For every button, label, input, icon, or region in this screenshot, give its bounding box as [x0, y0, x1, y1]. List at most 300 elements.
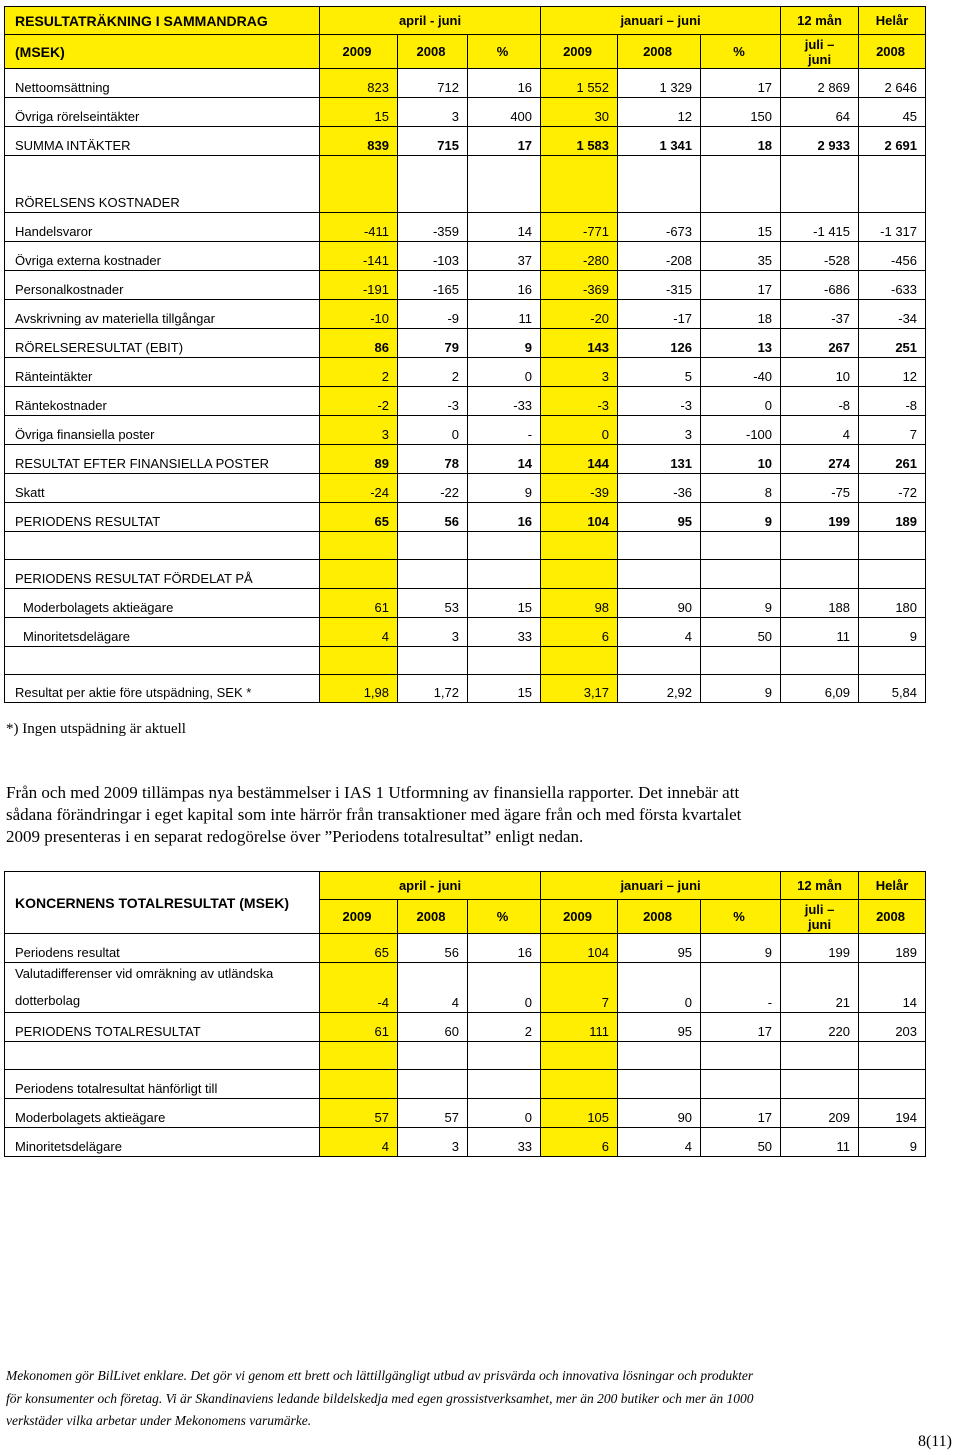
value-cell: 4	[320, 618, 398, 647]
row-label: Avskrivning av materiella tillgångar	[5, 300, 320, 329]
total-comprehensive-income-table	[4, 871, 926, 1157]
value-cell: 98	[541, 589, 618, 618]
value-cell	[618, 532, 701, 560]
value-cell: 65	[320, 934, 398, 963]
table-row	[5, 618, 926, 647]
row-label: Övriga externa kostnader	[5, 242, 320, 271]
value-cell: 1,72	[398, 675, 468, 703]
value-cell: 400	[468, 98, 541, 127]
value-cell: -411	[320, 213, 398, 242]
col-header: 2009	[320, 900, 398, 934]
value-cell: 5,84	[859, 675, 926, 703]
value-cell: -686	[781, 271, 859, 300]
value-cell: 189	[859, 503, 926, 532]
value-cell: -280	[541, 242, 618, 271]
row-label: RESULTAT EFTER FINANSIELLA POSTER	[5, 445, 320, 474]
value-cell: 209	[781, 1099, 859, 1128]
value-cell: -771	[541, 213, 618, 242]
value-cell: -1 317	[859, 213, 926, 242]
value-cell: 12	[859, 358, 926, 387]
footer-line: verkstäder vilka arbetar under Mekonomens varumärke.	[6, 1413, 312, 1428]
value-cell: 15	[701, 213, 781, 242]
table-row	[5, 416, 926, 445]
value-cell: 16	[468, 934, 541, 963]
row-label: Resultat per aktie före utspädning, SEK *	[5, 675, 320, 703]
value-cell: 9	[701, 503, 781, 532]
table-row	[5, 963, 926, 1013]
value-cell: 2	[320, 358, 398, 387]
value-cell: -528	[781, 242, 859, 271]
table-row	[5, 647, 926, 675]
row-label: SUMMA INTÄKTER	[5, 127, 320, 156]
table-row	[5, 675, 926, 703]
value-cell	[859, 560, 926, 589]
value-cell: 17	[701, 1013, 781, 1042]
value-cell: 3	[398, 618, 468, 647]
value-cell: -22	[398, 474, 468, 503]
value-cell	[701, 156, 781, 213]
value-cell: -17	[618, 300, 701, 329]
col-header: juli – juni	[781, 35, 859, 69]
table-row	[5, 98, 926, 127]
value-cell	[859, 1070, 926, 1099]
value-cell	[320, 1042, 398, 1070]
value-cell	[701, 532, 781, 560]
table-row	[5, 69, 926, 98]
value-cell	[468, 1070, 541, 1099]
value-cell: 79	[398, 329, 468, 358]
value-cell: 15	[320, 98, 398, 127]
value-cell	[701, 1042, 781, 1070]
table-row	[5, 242, 926, 271]
value-cell: 0	[618, 963, 701, 1013]
value-cell	[320, 156, 398, 213]
value-cell: 2	[468, 1013, 541, 1042]
value-cell: 16	[468, 271, 541, 300]
ias1-paragraph	[6, 782, 926, 848]
row-label: PERIODENS RESULTAT	[5, 503, 320, 532]
value-cell: 53	[398, 589, 468, 618]
value-cell: 16	[468, 69, 541, 98]
value-cell	[398, 532, 468, 560]
value-cell	[541, 156, 618, 213]
value-cell: 3	[618, 416, 701, 445]
value-cell: -369	[541, 271, 618, 300]
value-cell: 8	[701, 474, 781, 503]
period-header-full-year: Helår	[859, 7, 926, 35]
table-row	[5, 358, 926, 387]
value-cell: -72	[859, 474, 926, 503]
value-cell: 9	[859, 618, 926, 647]
value-cell: -208	[618, 242, 701, 271]
table-unit: (MSEK)	[5, 35, 320, 69]
value-cell: -3	[398, 387, 468, 416]
value-cell	[468, 1042, 541, 1070]
value-cell	[781, 1070, 859, 1099]
paragraph-line: 2009 presenteras i en separat redogörelse över ”Periodens totalresultat” enligt nedan.	[6, 827, 584, 846]
value-cell	[618, 1042, 701, 1070]
value-cell: 3	[541, 358, 618, 387]
col-header: 2008	[618, 900, 701, 934]
value-cell: 1 552	[541, 69, 618, 98]
row-label: Personalkostnader	[5, 271, 320, 300]
value-cell: 126	[618, 329, 701, 358]
value-cell: -3	[618, 387, 701, 416]
value-cell	[781, 532, 859, 560]
value-cell	[701, 560, 781, 589]
row-label	[5, 647, 320, 675]
value-cell: 17	[701, 1099, 781, 1128]
value-cell: 1 583	[541, 127, 618, 156]
value-cell: 823	[320, 69, 398, 98]
table-title: RESULTATRÄKNING I SAMMANDRAG	[5, 7, 320, 35]
value-cell	[859, 1042, 926, 1070]
value-cell: 4	[320, 1128, 398, 1157]
value-cell: -	[468, 416, 541, 445]
table-row	[5, 329, 926, 358]
value-cell	[398, 1042, 468, 1070]
col-header: %	[701, 35, 781, 69]
value-cell: 90	[618, 589, 701, 618]
value-cell: 14	[468, 213, 541, 242]
table-row	[5, 1042, 926, 1070]
value-cell: 0	[398, 416, 468, 445]
value-cell: 15	[468, 589, 541, 618]
value-cell: -10	[320, 300, 398, 329]
period-header-ytd: januari – juni	[541, 7, 781, 35]
value-cell: -39	[541, 474, 618, 503]
footer-line: Mekonomen gör BilLivet enklare. Det gör vi genom ett brett och lättillgängligt utbud av prisvärda och innovativa lösningar och produkter	[6, 1368, 754, 1383]
table-row	[5, 387, 926, 416]
value-cell: -103	[398, 242, 468, 271]
table-row	[5, 300, 926, 329]
footer-line: för konsumenter och företag. Vi är Skandinaviens ledande bildelskedja med egen grossistverksamhet, mer än 200 butiker och mer än 1000	[6, 1390, 754, 1406]
value-cell: 144	[541, 445, 618, 474]
value-cell: 90	[618, 1099, 701, 1128]
row-label: PERIODENS TOTALRESULTAT	[5, 1013, 320, 1042]
value-cell: 0	[468, 963, 541, 1013]
value-cell	[541, 1042, 618, 1070]
value-cell: -20	[541, 300, 618, 329]
value-cell: 9	[468, 474, 541, 503]
row-label: PERIODENS RESULTAT FÖRDELAT PÅ	[5, 560, 320, 589]
row-label: Handelsvaror	[5, 213, 320, 242]
value-cell: 50	[701, 618, 781, 647]
value-cell: 188	[781, 589, 859, 618]
value-cell	[398, 647, 468, 675]
value-cell: -36	[618, 474, 701, 503]
value-cell	[618, 1070, 701, 1099]
value-cell	[618, 647, 701, 675]
value-cell: -37	[781, 300, 859, 329]
value-cell: -24	[320, 474, 398, 503]
value-cell: 5	[618, 358, 701, 387]
table-row	[5, 271, 926, 300]
value-cell: 33	[468, 1128, 541, 1157]
value-cell	[398, 156, 468, 213]
period-header-q2: april - juni	[320, 7, 541, 35]
value-cell	[468, 532, 541, 560]
table-row	[5, 1128, 926, 1157]
value-cell: 4	[781, 416, 859, 445]
value-cell: 37	[468, 242, 541, 271]
value-cell: 1,98	[320, 675, 398, 703]
value-cell: 2 646	[859, 69, 926, 98]
value-cell: 199	[781, 503, 859, 532]
table-row	[5, 589, 926, 618]
value-cell: -4	[320, 963, 398, 1013]
row-label: RÖRELSENS KOSTNADER	[5, 156, 320, 213]
value-cell: -33	[468, 387, 541, 416]
value-cell: 11	[781, 618, 859, 647]
row-label: Periodens resultat	[5, 934, 320, 963]
value-cell: 89	[320, 445, 398, 474]
value-cell: 95	[618, 934, 701, 963]
row-label	[5, 532, 320, 560]
table-title: KONCERNENS TOTALRESULTAT (MSEK)	[5, 872, 320, 934]
table-row	[5, 934, 926, 963]
table-row	[5, 503, 926, 532]
value-cell	[859, 647, 926, 675]
value-cell: 3	[398, 98, 468, 127]
value-cell: -359	[398, 213, 468, 242]
value-cell: 61	[320, 589, 398, 618]
value-cell	[781, 1042, 859, 1070]
row-label: Nettoomsättning	[5, 69, 320, 98]
dilution-note: *) Ingen utspädning är aktuell	[6, 721, 186, 737]
value-cell	[541, 647, 618, 675]
value-cell	[781, 647, 859, 675]
value-cell	[468, 560, 541, 589]
value-cell	[541, 532, 618, 560]
row-label: Minoritetsdelägare	[5, 618, 320, 647]
value-cell	[468, 647, 541, 675]
value-cell: 180	[859, 589, 926, 618]
value-cell	[320, 1070, 398, 1099]
value-cell	[398, 1070, 468, 1099]
value-cell: 9	[468, 329, 541, 358]
table-row	[5, 127, 926, 156]
value-cell: 18	[701, 300, 781, 329]
value-cell: -40	[701, 358, 781, 387]
value-cell: 203	[859, 1013, 926, 1042]
value-cell: 104	[541, 934, 618, 963]
row-label-line: dotterbolag	[15, 992, 81, 1008]
value-cell: 13	[701, 329, 781, 358]
value-cell: 95	[618, 1013, 701, 1042]
value-cell	[541, 560, 618, 589]
value-cell: 11	[468, 300, 541, 329]
value-cell: -141	[320, 242, 398, 271]
row-label: Ränteintäkter	[5, 358, 320, 387]
col-header: 2008	[859, 35, 926, 69]
value-cell: 9	[859, 1128, 926, 1157]
value-cell: -1 415	[781, 213, 859, 242]
value-cell: -9	[398, 300, 468, 329]
row-label	[5, 963, 320, 1013]
value-cell: 712	[398, 69, 468, 98]
value-cell	[320, 532, 398, 560]
value-cell: 0	[541, 416, 618, 445]
value-cell: 17	[701, 271, 781, 300]
table-row	[5, 156, 926, 213]
value-cell: 56	[398, 934, 468, 963]
value-cell: 194	[859, 1099, 926, 1128]
value-cell: -34	[859, 300, 926, 329]
value-cell: 6	[541, 1128, 618, 1157]
value-cell: 150	[701, 98, 781, 127]
value-cell: 30	[541, 98, 618, 127]
value-cell	[398, 560, 468, 589]
value-cell: 56	[398, 503, 468, 532]
value-cell	[701, 1070, 781, 1099]
row-label: Periodens totalresultat hänförligt till	[5, 1070, 320, 1099]
table-row	[5, 1070, 926, 1099]
col-header: %	[701, 900, 781, 934]
col-header: 2009	[541, 35, 618, 69]
value-cell: 839	[320, 127, 398, 156]
table-row	[5, 560, 926, 589]
value-cell: 10	[781, 358, 859, 387]
value-cell	[320, 647, 398, 675]
value-cell: 274	[781, 445, 859, 474]
value-cell: -633	[859, 271, 926, 300]
value-cell: 1 341	[618, 127, 701, 156]
row-label-line: Valutadifferenser vid omräkning av utländska	[15, 965, 274, 981]
value-cell: 16	[468, 503, 541, 532]
value-cell: -3	[541, 387, 618, 416]
value-cell: 14	[468, 445, 541, 474]
value-cell	[468, 156, 541, 213]
value-cell: 11	[781, 1128, 859, 1157]
table-row	[5, 213, 926, 242]
row-label	[5, 1042, 320, 1070]
value-cell: 57	[320, 1099, 398, 1128]
company-footer	[6, 1365, 906, 1433]
table-row	[5, 1099, 926, 1128]
value-cell: 86	[320, 329, 398, 358]
row-label: Minoritetsdelägare	[5, 1128, 320, 1157]
value-cell: 261	[859, 445, 926, 474]
table-row	[5, 445, 926, 474]
value-cell	[320, 560, 398, 589]
value-cell: -75	[781, 474, 859, 503]
value-cell	[618, 560, 701, 589]
value-cell: 3,17	[541, 675, 618, 703]
value-cell: 14	[859, 963, 926, 1013]
value-cell: 7	[541, 963, 618, 1013]
value-cell: 57	[398, 1099, 468, 1128]
value-cell: 7	[859, 416, 926, 445]
value-cell: -2	[320, 387, 398, 416]
value-cell: 6	[541, 618, 618, 647]
col-header: 2009	[320, 35, 398, 69]
value-cell: -191	[320, 271, 398, 300]
value-cell: 2	[398, 358, 468, 387]
value-cell: 199	[781, 934, 859, 963]
value-cell: 18	[701, 127, 781, 156]
col-header: %	[468, 35, 541, 69]
value-cell: 3	[398, 1128, 468, 1157]
table-row	[5, 474, 926, 503]
value-cell: 6,09	[781, 675, 859, 703]
value-cell: 61	[320, 1013, 398, 1042]
value-cell: 4	[618, 1128, 701, 1157]
paragraph-line: Från och med 2009 tillämpas nya bestämmelser i IAS 1 Utformning av finansiella rapporter. Det innebär att	[6, 783, 740, 802]
value-cell	[859, 532, 926, 560]
value-cell: 0	[468, 1099, 541, 1128]
value-cell: 65	[320, 503, 398, 532]
value-cell: 105	[541, 1099, 618, 1128]
value-cell: -315	[618, 271, 701, 300]
value-cell: 60	[398, 1013, 468, 1042]
row-label: Moderbolagets aktieägare	[5, 1099, 320, 1128]
value-cell: 17	[701, 69, 781, 98]
value-cell: 3	[320, 416, 398, 445]
row-label: Skatt	[5, 474, 320, 503]
value-cell: 64	[781, 98, 859, 127]
value-cell: 104	[541, 503, 618, 532]
value-cell: 1 329	[618, 69, 701, 98]
period-header-ytd: januari – juni	[541, 872, 781, 900]
value-cell: 9	[701, 934, 781, 963]
value-cell: 0	[701, 387, 781, 416]
col-header: %	[468, 900, 541, 934]
value-cell: 33	[468, 618, 541, 647]
value-cell: 4	[398, 963, 468, 1013]
value-cell: 21	[781, 963, 859, 1013]
value-cell: 2 869	[781, 69, 859, 98]
value-cell: 35	[701, 242, 781, 271]
row-label: Övriga rörelseintäkter	[5, 98, 320, 127]
value-cell: -100	[701, 416, 781, 445]
period-header-rolling: 12 mån	[781, 7, 859, 35]
row-label: RÖRELSERESULTAT (EBIT)	[5, 329, 320, 358]
value-cell: 143	[541, 329, 618, 358]
col-header: 2008	[398, 35, 468, 69]
value-cell: -673	[618, 213, 701, 242]
value-cell	[618, 156, 701, 213]
value-cell: 78	[398, 445, 468, 474]
value-cell: -8	[781, 387, 859, 416]
value-cell: 2 933	[781, 127, 859, 156]
value-cell: 15	[468, 675, 541, 703]
table-row	[5, 532, 926, 560]
value-cell	[781, 156, 859, 213]
paragraph-line: sådana förändringar i eget kapital som inte härrör från transaktioner med ägare från och med första kvartalet	[6, 805, 742, 824]
period-header-q2: april - juni	[320, 872, 541, 900]
col-header: 2008	[618, 35, 701, 69]
value-cell: 267	[781, 329, 859, 358]
col-header: 2008	[398, 900, 468, 934]
value-cell: -8	[859, 387, 926, 416]
value-cell: -456	[859, 242, 926, 271]
value-cell: 131	[618, 445, 701, 474]
col-header: 2008	[859, 900, 926, 934]
value-cell: -165	[398, 271, 468, 300]
col-header: juli – juni	[781, 900, 859, 934]
value-cell: 50	[701, 1128, 781, 1157]
value-cell: 17	[468, 127, 541, 156]
value-cell	[701, 647, 781, 675]
value-cell: 2,92	[618, 675, 701, 703]
value-cell	[541, 1070, 618, 1099]
value-cell	[859, 156, 926, 213]
value-cell: 9	[701, 675, 781, 703]
value-cell: 715	[398, 127, 468, 156]
page-number: 8(11)	[917, 1433, 952, 1450]
value-cell: 111	[541, 1013, 618, 1042]
